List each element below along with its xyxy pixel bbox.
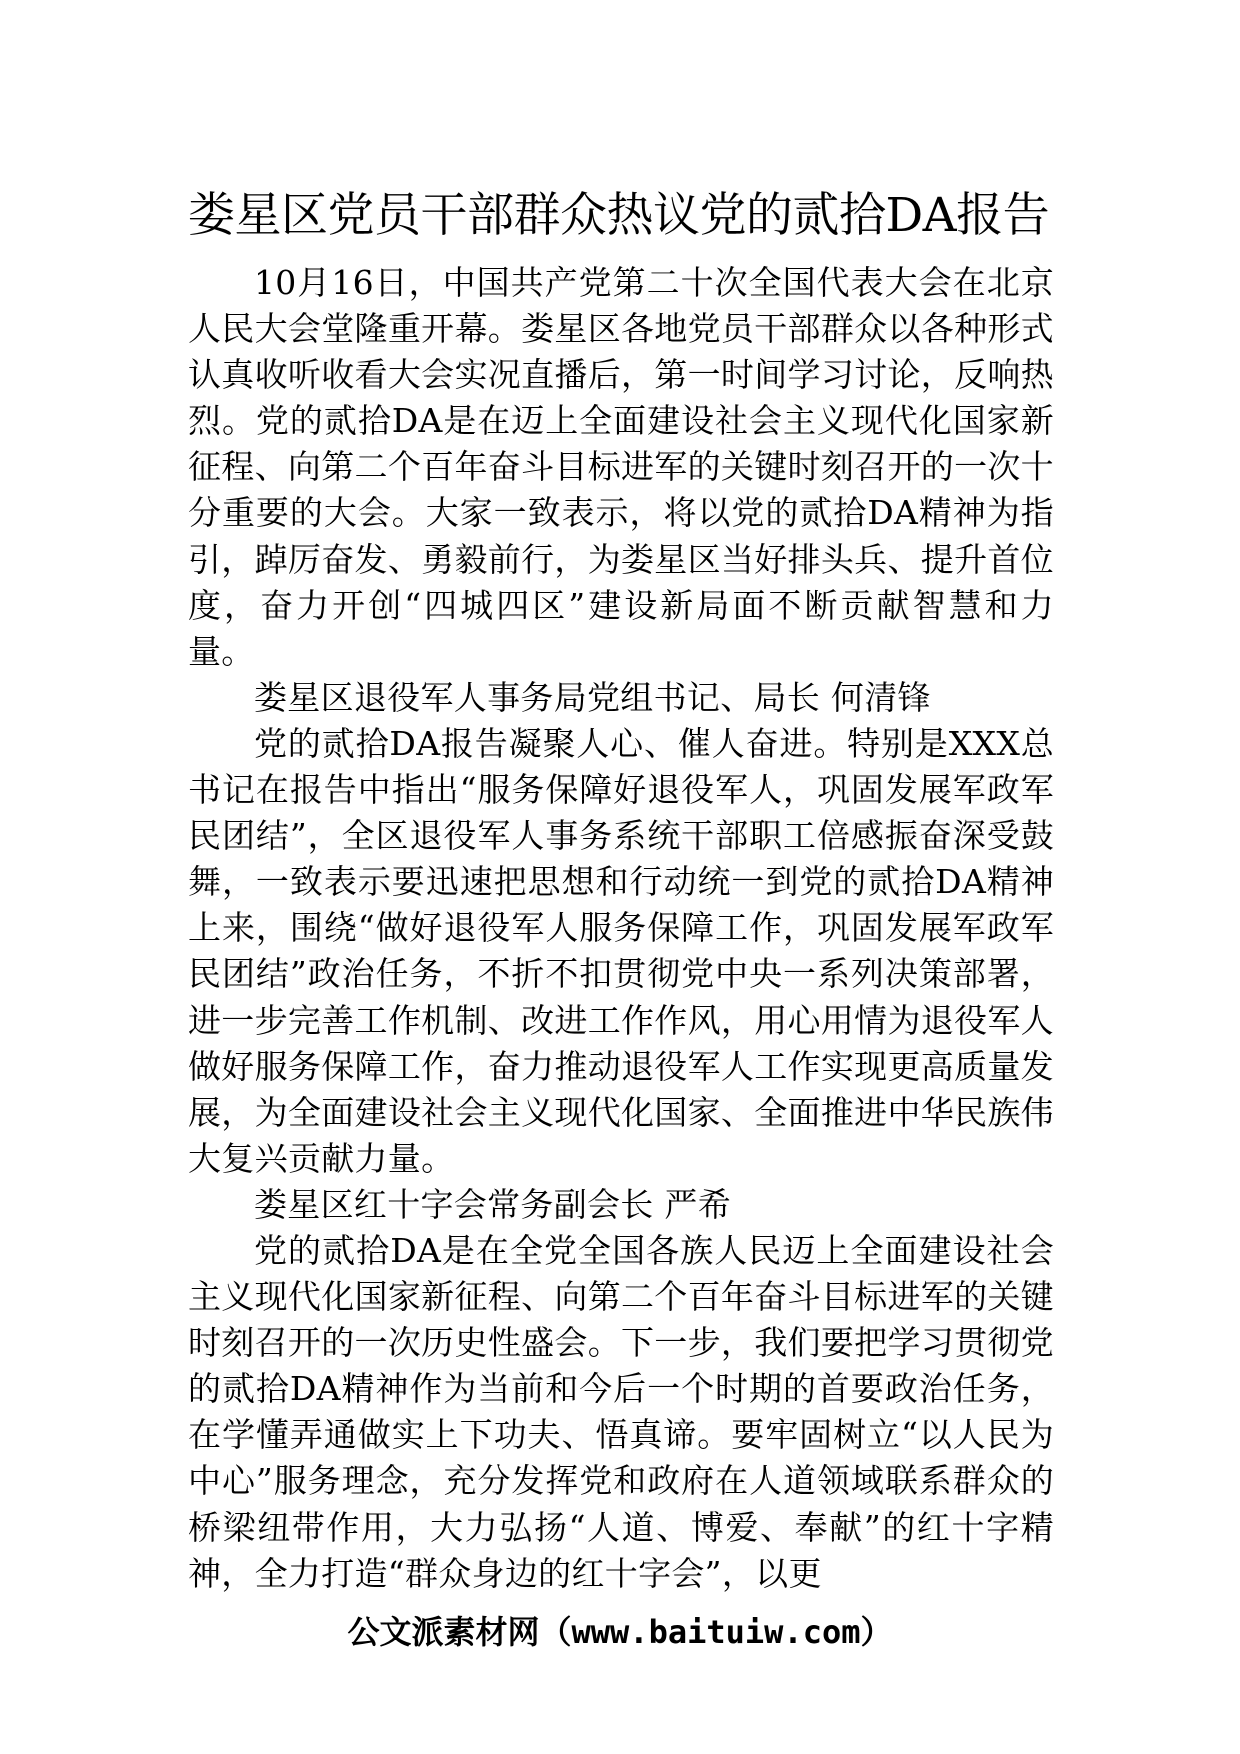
document-body [188,260,1054,1597]
speaker-line: 娄星区退役军人事务局党组书记、局长 何清锋 [254,677,931,717]
footer-watermark: 公文派素材网（www.baituiw.com） [347,1613,893,1651]
paragraph-statement: 党的贰拾DA是在全党全国各族人民迈上全面建设社会主义现代化国家新征程、向第二个百年奋斗目标进军的关键时刻召开的一次历史性盛会。下一步，我们要把学习贯彻党的贰拾DA精神作为当前和今后一个时期的首要政治任务，在学懂弄通做实上下功夫、悟真谛。要牢固树立“以人民为中心”服务理念，充分发挥党和政府在人道领域联系群众的桥梁纽带作用，大力弘扬“人道、博爱、奉献”的红十字精神，全力打造“群众身边的红十字会”，以更 [188,1230,1054,1593]
paragraph-intro: 10月16日，中国共产党第二十次全国代表大会在北京人民大会堂隆重开幕。娄星区各地党员干部群众以各种形式认真收听收看大会实况直播后，第一时间学习讨论，反响热烈。党的贰拾DA是在迈上全面建设社会主义现代化国家新征程、向第二个百年奋斗目标进军的关键时刻召开的一次十分重要的大会。大家一致表示，将以党的贰拾DA精神为指引，踔厉奋发、勇毅前行，为娄星区当好排头兵、提升首位度，奋力开创“四城四区”建设新局面不断贡献智慧和力量。 [188,263,1054,671]
speaker-line: 娄星区红十字会常务副会长 严希 [254,1184,731,1224]
paragraph-statement: 党的贰拾DA报告凝聚人心、催人奋进。特别是XXX总书记在报告中指出“服务保障好退役军人，巩固发展军政军民团结”，全区退役军人事务系统干部职工倍感振奋深受鼓舞，一致表示要迅速把思想和行动统一到党的贰拾DA精神上来，围绕“做好退役军人服务保障工作，巩固发展军政军民团结”政治任务，不折不扣贯彻党中央一系列决策部署，进一步完善工作机制、改进工作作风，用心用情为退役军人做好服务保障工作，奋力推动退役军人工作实现更高质量发展，为全面建设社会主义现代化国家、全面推进中华民族伟大复兴贡献力量。 [188,723,1054,1178]
document-title: 娄星区党员干部群众热议党的贰拾DA报告 [188,188,1050,243]
